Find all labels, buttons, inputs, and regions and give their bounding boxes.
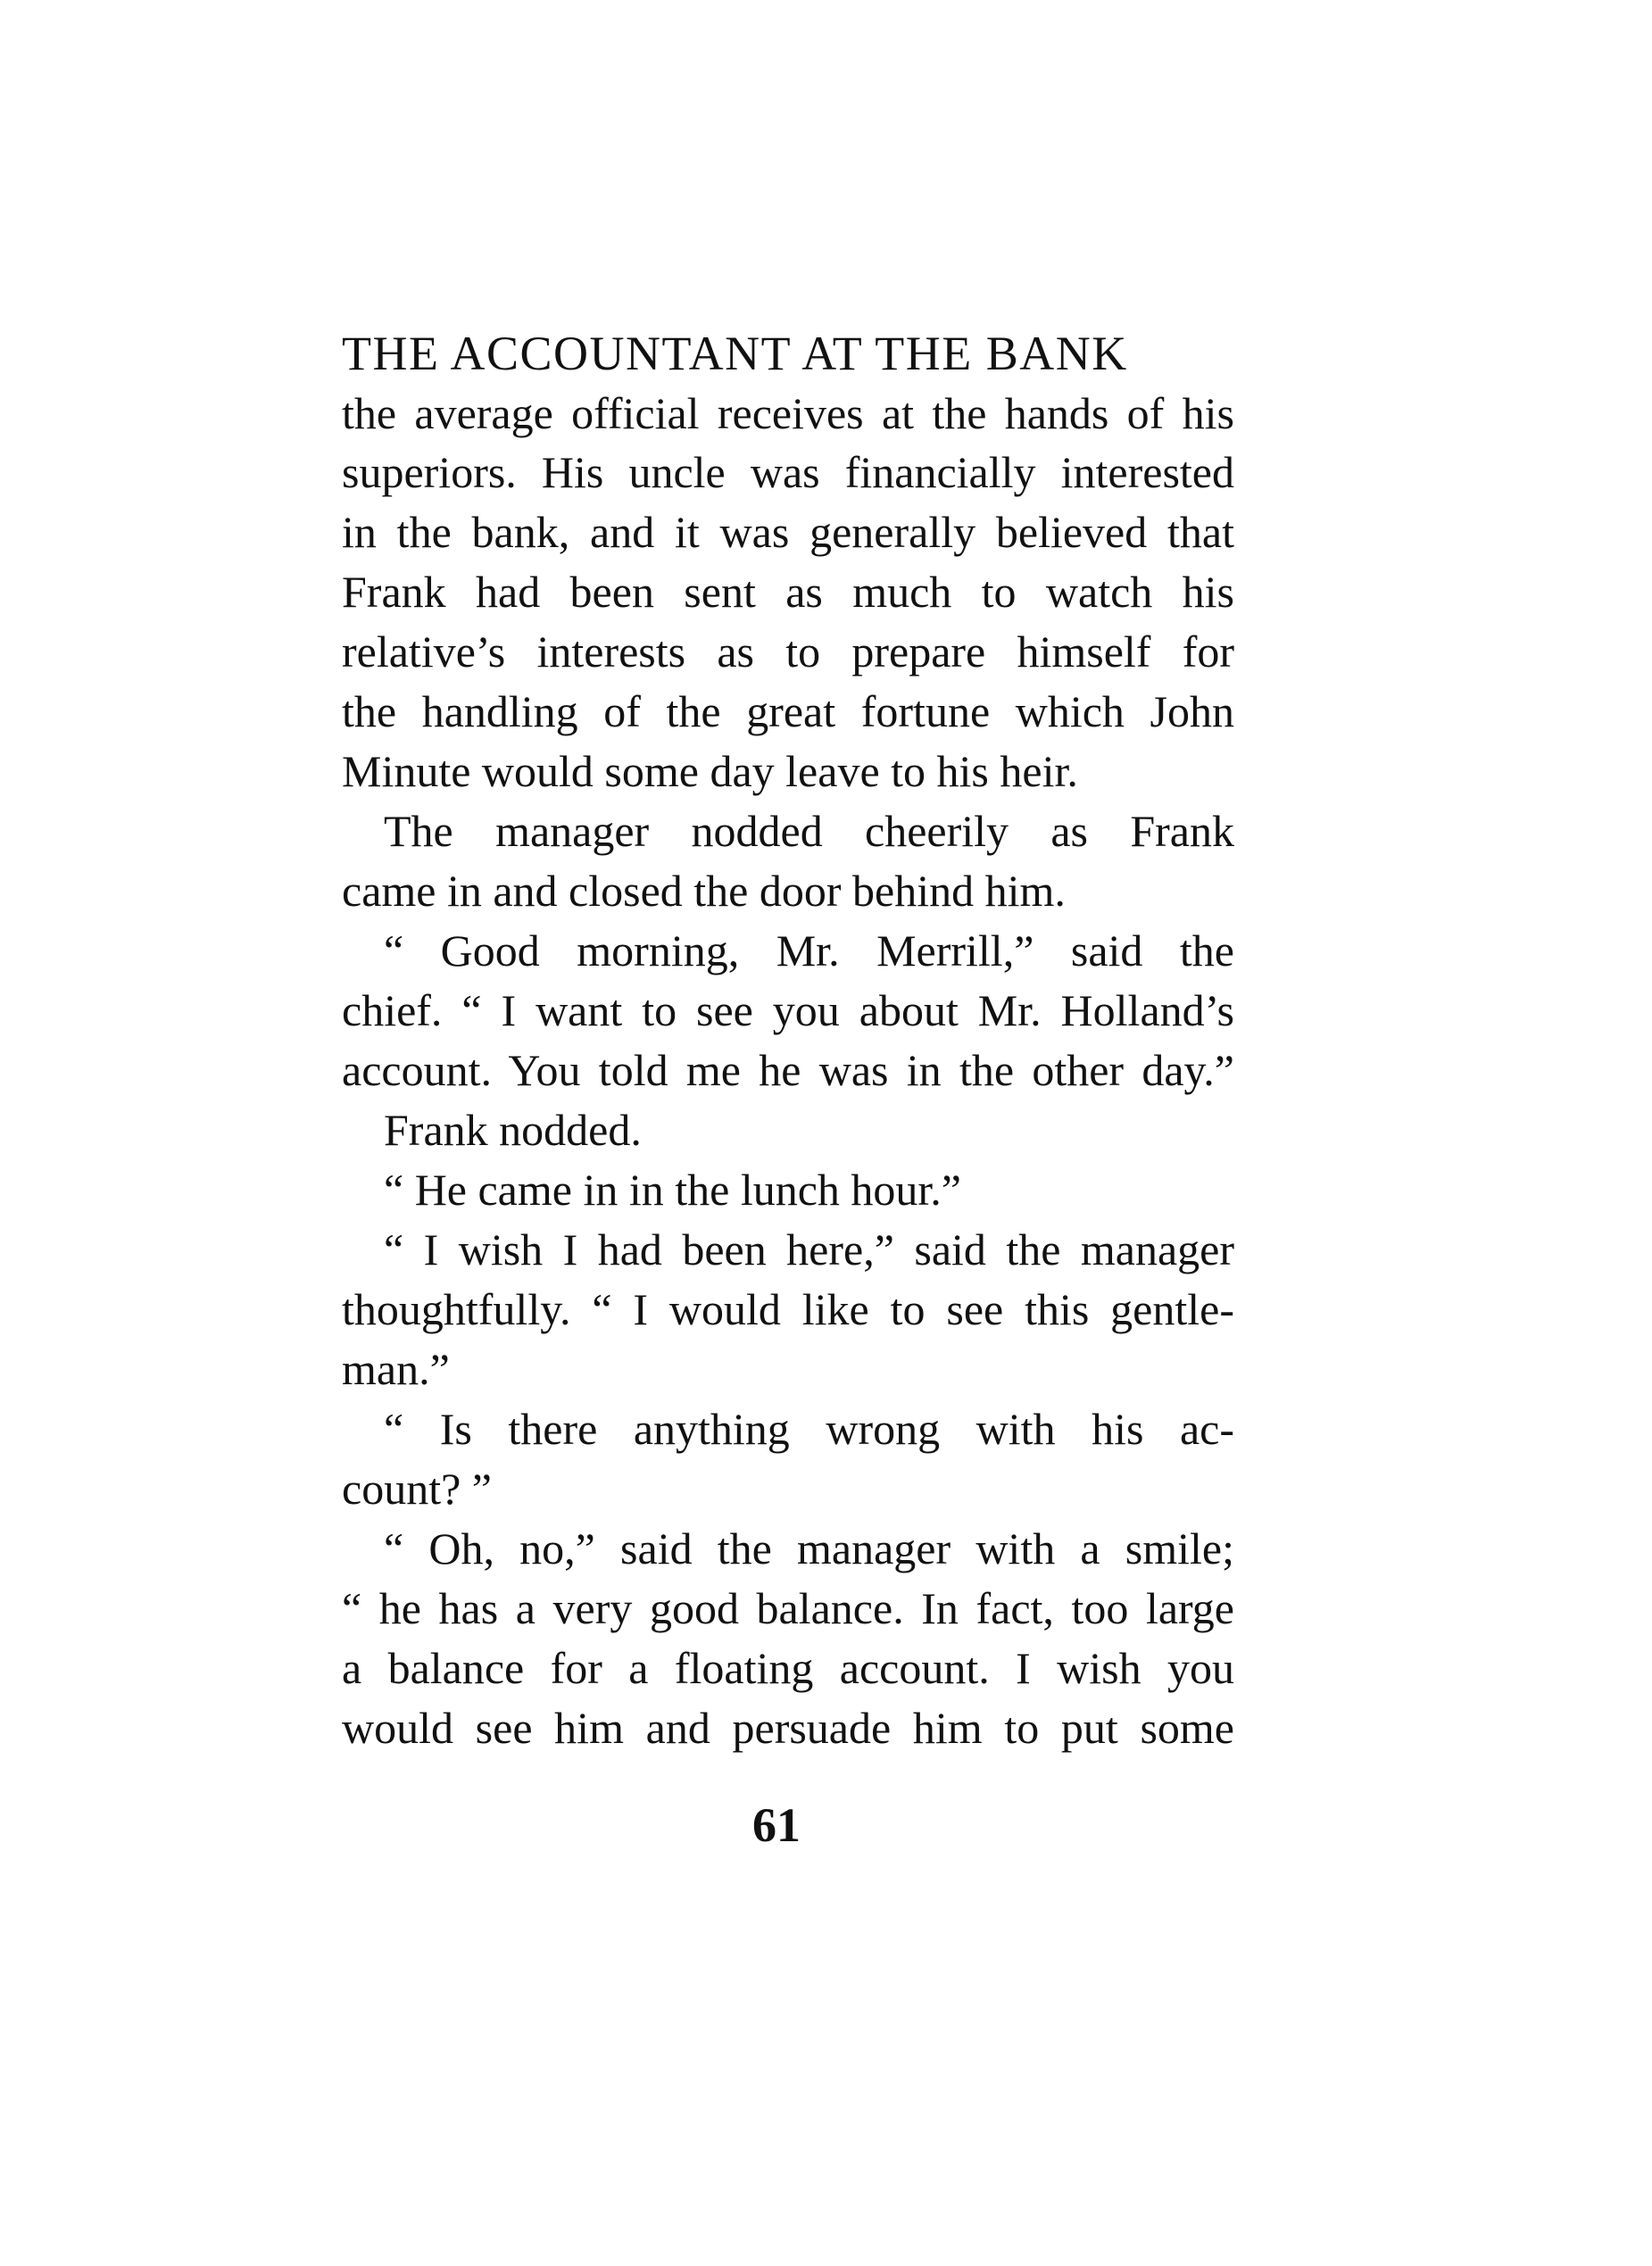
text-line-9: came in and closed the door behind him. (342, 866, 1066, 916)
text-line-18: “ Is there anything wrong with his ac- (384, 1404, 1234, 1454)
text-line-20: “ Oh, no,” said the manager with a smile; (384, 1523, 1234, 1573)
page-number: 61 (752, 1798, 801, 1852)
running-head: THE ACCOUNTANT AT THE BANK (342, 327, 1128, 380)
text-line-21: “ he has a very good balance. In fact, too large (342, 1583, 1234, 1633)
text-line-23: would see him and persuade him to put some (342, 1703, 1234, 1753)
text-line-11: chief. “ I want to see you about Mr. Holland’s (342, 985, 1234, 1035)
text-line-7: Minute would some day leave to his heir. (342, 746, 1078, 796)
text-line-5: relative’s interests as to prepare himself for (342, 627, 1234, 676)
text-line-4: Frank had been sent as much to watch his (342, 567, 1234, 617)
text-line-1: the average official receives at the hands of his (342, 388, 1234, 438)
text-line-10: “ Good morning, Mr. Merrill,” said the (384, 925, 1234, 975)
text-line-22: a balance for a floating account. I wish you (342, 1643, 1234, 1693)
text-line-13: Frank nodded. (384, 1105, 642, 1155)
text-line-12: account. You told me he was in the other day.” (342, 1045, 1234, 1095)
text-line-6: the handling of the great fortune which John (342, 686, 1234, 736)
text-line-19: count? ” (342, 1464, 492, 1514)
text-line-8: The manager nodded cheerily as Frank (384, 806, 1234, 856)
text-line-16: thoughtfully. “ I would like to see this gentle- (342, 1284, 1234, 1334)
text-line-2: superiors. His uncle was financially interested (342, 447, 1234, 497)
text-line-3: in the bank, and it was generally believed that (342, 507, 1234, 557)
text-line-15: “ I wish I had been here,” said the manager (384, 1224, 1234, 1274)
text-line-14: “ He came in in the lunch hour.” (384, 1165, 961, 1215)
text-line-17: man.” (342, 1344, 450, 1394)
